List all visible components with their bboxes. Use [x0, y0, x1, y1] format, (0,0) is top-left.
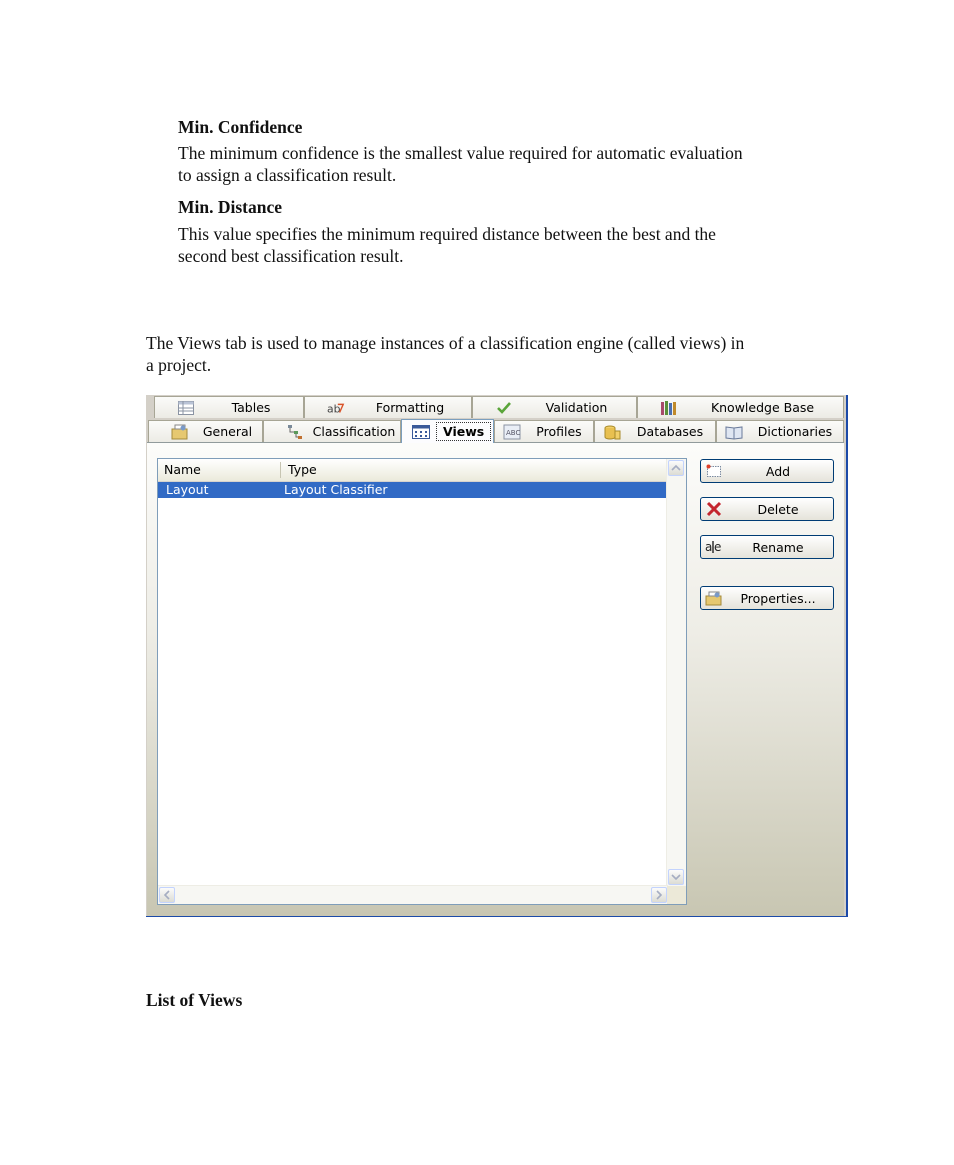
delete-x-icon — [705, 501, 723, 517]
tab-validation-label: Validation — [545, 400, 608, 415]
views-dialog — [146, 395, 848, 917]
tab-validation[interactable] — [472, 396, 637, 418]
list-item-type: Layout Classifier — [284, 482, 388, 497]
tab-classification-label: Classification — [312, 424, 396, 439]
term-min-confidence: Min. Confidence — [178, 117, 303, 137]
horizontal-scrollbar[interactable] — [158, 885, 668, 904]
chevron-up-icon — [669, 461, 683, 475]
column-header-name[interactable]: Name — [164, 462, 201, 477]
desc-min-confidence — [178, 142, 743, 186]
column-header-type[interactable]: Type — [288, 462, 317, 477]
scroll-right-button[interactable] — [651, 887, 667, 903]
dictionary-icon — [725, 424, 743, 440]
tab-knowledge-base-label: Knowledge Base — [710, 400, 815, 415]
views-list[interactable] — [157, 458, 687, 905]
tab-databases-label: Databases — [636, 424, 704, 439]
tab-general[interactable] — [148, 420, 263, 442]
chevron-down-icon — [669, 870, 683, 884]
table-icon — [177, 400, 195, 416]
database-icon — [603, 424, 621, 440]
checkmark-icon — [495, 400, 513, 416]
formatting-icon — [327, 400, 345, 416]
tab-databases[interactable] — [594, 420, 716, 442]
list-item[interactable] — [158, 482, 668, 498]
tab-dictionaries[interactable] — [716, 420, 844, 442]
views-icon — [412, 424, 430, 440]
intro-line2: a project. — [146, 355, 212, 375]
term-min-distance: Min. Distance — [178, 197, 283, 217]
column-divider[interactable] — [280, 462, 281, 478]
tab-formatting[interactable] — [304, 396, 472, 418]
svg-text:ABC: ABC — [506, 428, 521, 437]
intro-line1: The Views tab is used to manage instances of a classification engine (called views) in — [146, 333, 745, 353]
svg-text:a: a — [705, 540, 713, 554]
desc-min-distance-line2: second best classification result. — [178, 246, 404, 266]
add-button[interactable] — [700, 459, 834, 483]
scroll-up-button[interactable] — [668, 460, 684, 476]
chevron-right-icon — [652, 888, 666, 902]
tab-general-label: General — [202, 424, 253, 439]
list-header — [158, 459, 668, 482]
rename-button[interactable] — [700, 535, 834, 559]
delete-button[interactable] — [700, 497, 834, 521]
desc-min-confidence-line2: to assign a classification result. — [178, 165, 397, 185]
desc-min-confidence-line1: The minimum confidence is the smallest value required for automatic evaluation — [178, 143, 743, 163]
tab-formatting-label: Formatting — [375, 400, 445, 415]
tab-dictionaries-label: Dictionaries — [757, 424, 833, 439]
tab-views-label: Views — [436, 422, 491, 441]
list-item-name: Layout — [166, 482, 209, 497]
svg-text:ab: ab — [327, 402, 341, 415]
chevron-left-icon — [160, 888, 174, 902]
rename-button-label: Rename — [752, 540, 804, 555]
desc-min-distance-line1: This value specifies the minimum required distance between the best and the — [178, 224, 716, 244]
scroll-left-button[interactable] — [159, 887, 175, 903]
section-heading-list-of-views: List of Views — [146, 990, 243, 1010]
tab-profiles-label: Profiles — [536, 424, 582, 439]
desc-min-distance — [178, 223, 716, 267]
scrollbar-corner — [667, 886, 686, 904]
scroll-down-button[interactable] — [668, 869, 684, 885]
intro-paragraph — [146, 332, 744, 376]
tab-classification[interactable] — [263, 420, 401, 442]
delete-button-label: Delete — [757, 502, 799, 517]
vertical-scrollbar[interactable] — [666, 459, 686, 886]
rename-icon — [705, 539, 723, 555]
tab-views[interactable] — [401, 419, 494, 443]
settings-folder-icon — [171, 424, 189, 440]
properties-button[interactable] — [700, 586, 834, 610]
svg-text:e: e — [714, 540, 722, 554]
tree-icon — [286, 424, 304, 440]
tab-tables[interactable] — [154, 396, 304, 418]
tab-knowledge-base[interactable] — [637, 396, 844, 418]
properties-button-label: Properties... — [740, 591, 816, 606]
add-button-label: Add — [765, 464, 791, 479]
books-icon — [660, 400, 678, 416]
tab-tables-label: Tables — [231, 400, 271, 415]
profiles-icon — [503, 424, 521, 440]
properties-icon — [705, 590, 723, 606]
add-view-icon — [705, 463, 723, 479]
tab-profiles[interactable] — [494, 420, 594, 442]
